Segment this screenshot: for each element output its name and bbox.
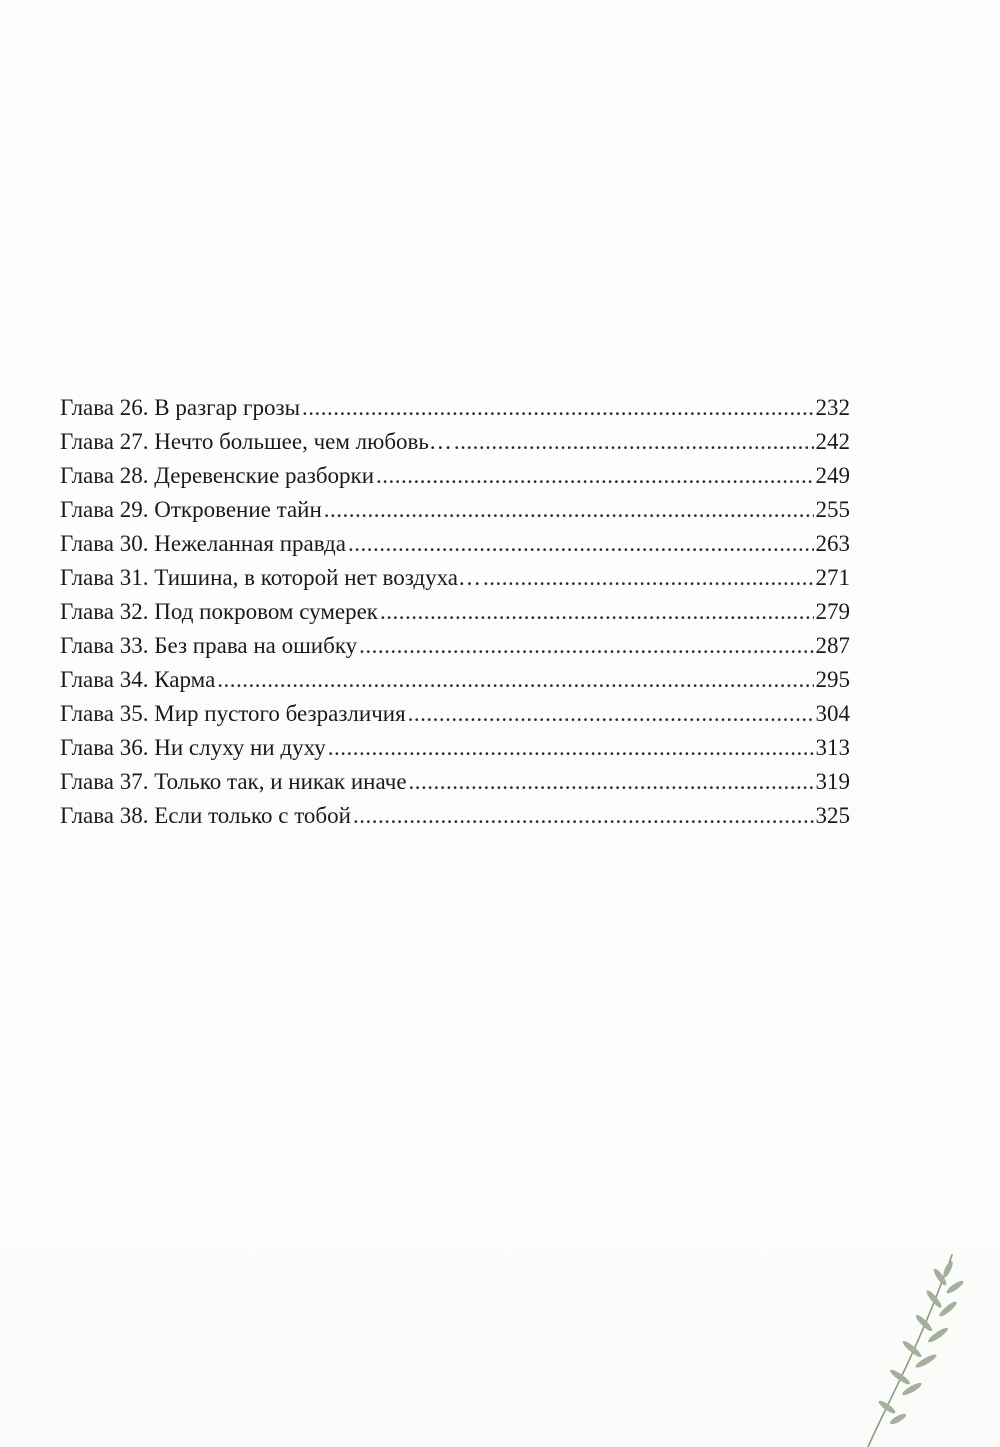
toc-entry-page: 313: [815, 735, 850, 760]
toc-leader-dots: [353, 799, 814, 833]
toc-entry-title: Глава 36. Ни слуху ни духу: [60, 735, 326, 760]
toc-entry: [60, 391, 850, 425]
toc-leader-dots: [380, 595, 814, 629]
table-of-contents: [60, 391, 850, 833]
toc-entry: [60, 595, 850, 629]
toc-leader-dots: [328, 731, 814, 765]
toc-entry-title: Глава 28. Деревенские разборки: [60, 463, 375, 488]
toc-leader-dots: [409, 765, 814, 799]
toc-leader-dots: [302, 391, 813, 425]
toc-entry-page: 295: [815, 667, 850, 692]
toc-entry-page: 232: [815, 395, 850, 420]
toc-leader-dots: [454, 425, 814, 459]
toc-leader-dots: [376, 459, 813, 493]
toc-entry-title: Глава 26. В разгар грозы: [60, 395, 301, 420]
toc-leader-dots: [324, 493, 814, 527]
toc-entry-title: Глава 35. Мир пустого безразличия: [60, 701, 406, 726]
toc-entry-title: Глава 32. Под покровом сумерек: [60, 599, 378, 624]
toc-leader-dots: [359, 629, 813, 663]
toc-entry: [60, 629, 850, 663]
toc-entry: [60, 561, 850, 595]
toc-entry: [60, 493, 850, 527]
toc-entry: [60, 459, 850, 493]
toc-entry: [60, 697, 850, 731]
leaf-sprig-icon: [860, 1247, 970, 1447]
toc-entry-title: Глава 30. Нежеланная правда: [60, 531, 346, 556]
toc-entry-title: Глава 27. Нечто большее, чем любовь…: [60, 429, 452, 454]
toc-entry-page: 271: [815, 565, 850, 590]
toc-entry: [60, 527, 850, 561]
toc-entry-page: 287: [815, 633, 850, 658]
toc-entry-page: 255: [815, 497, 850, 522]
toc-entry-title: Глава 38. Если только с тобой: [60, 803, 351, 828]
toc-leader-dots: [348, 527, 814, 561]
toc-entry-title: Глава 33. Без права на ошибку: [60, 633, 358, 658]
toc-entry-page: 249: [815, 463, 850, 488]
toc-entry-page: 279: [815, 599, 850, 624]
toc-leader-dots: [217, 663, 813, 697]
toc-entry: [60, 799, 850, 833]
toc-entry-page: 242: [815, 429, 850, 454]
toc-entry: [60, 731, 850, 765]
toc-entry-page: 325: [815, 803, 850, 828]
toc-entry: [60, 425, 850, 459]
toc-entry-title: Глава 31. Тишина, в которой нет воздуха…: [60, 565, 482, 590]
toc-entry: [60, 765, 850, 799]
toc-entry-title: Глава 37. Только так, и никак иначе: [60, 769, 407, 794]
toc-entry-title: Глава 34. Карма: [60, 667, 216, 692]
toc-entry-page: 319: [815, 769, 850, 794]
toc-entry-title: Глава 29. Откровение тайн: [60, 497, 322, 522]
toc-leader-dots: [483, 561, 813, 595]
toc-entry-page: 304: [815, 701, 850, 726]
toc-entry: [60, 663, 850, 697]
toc-entry-page: 263: [815, 531, 850, 556]
toc-leader-dots: [408, 697, 814, 731]
